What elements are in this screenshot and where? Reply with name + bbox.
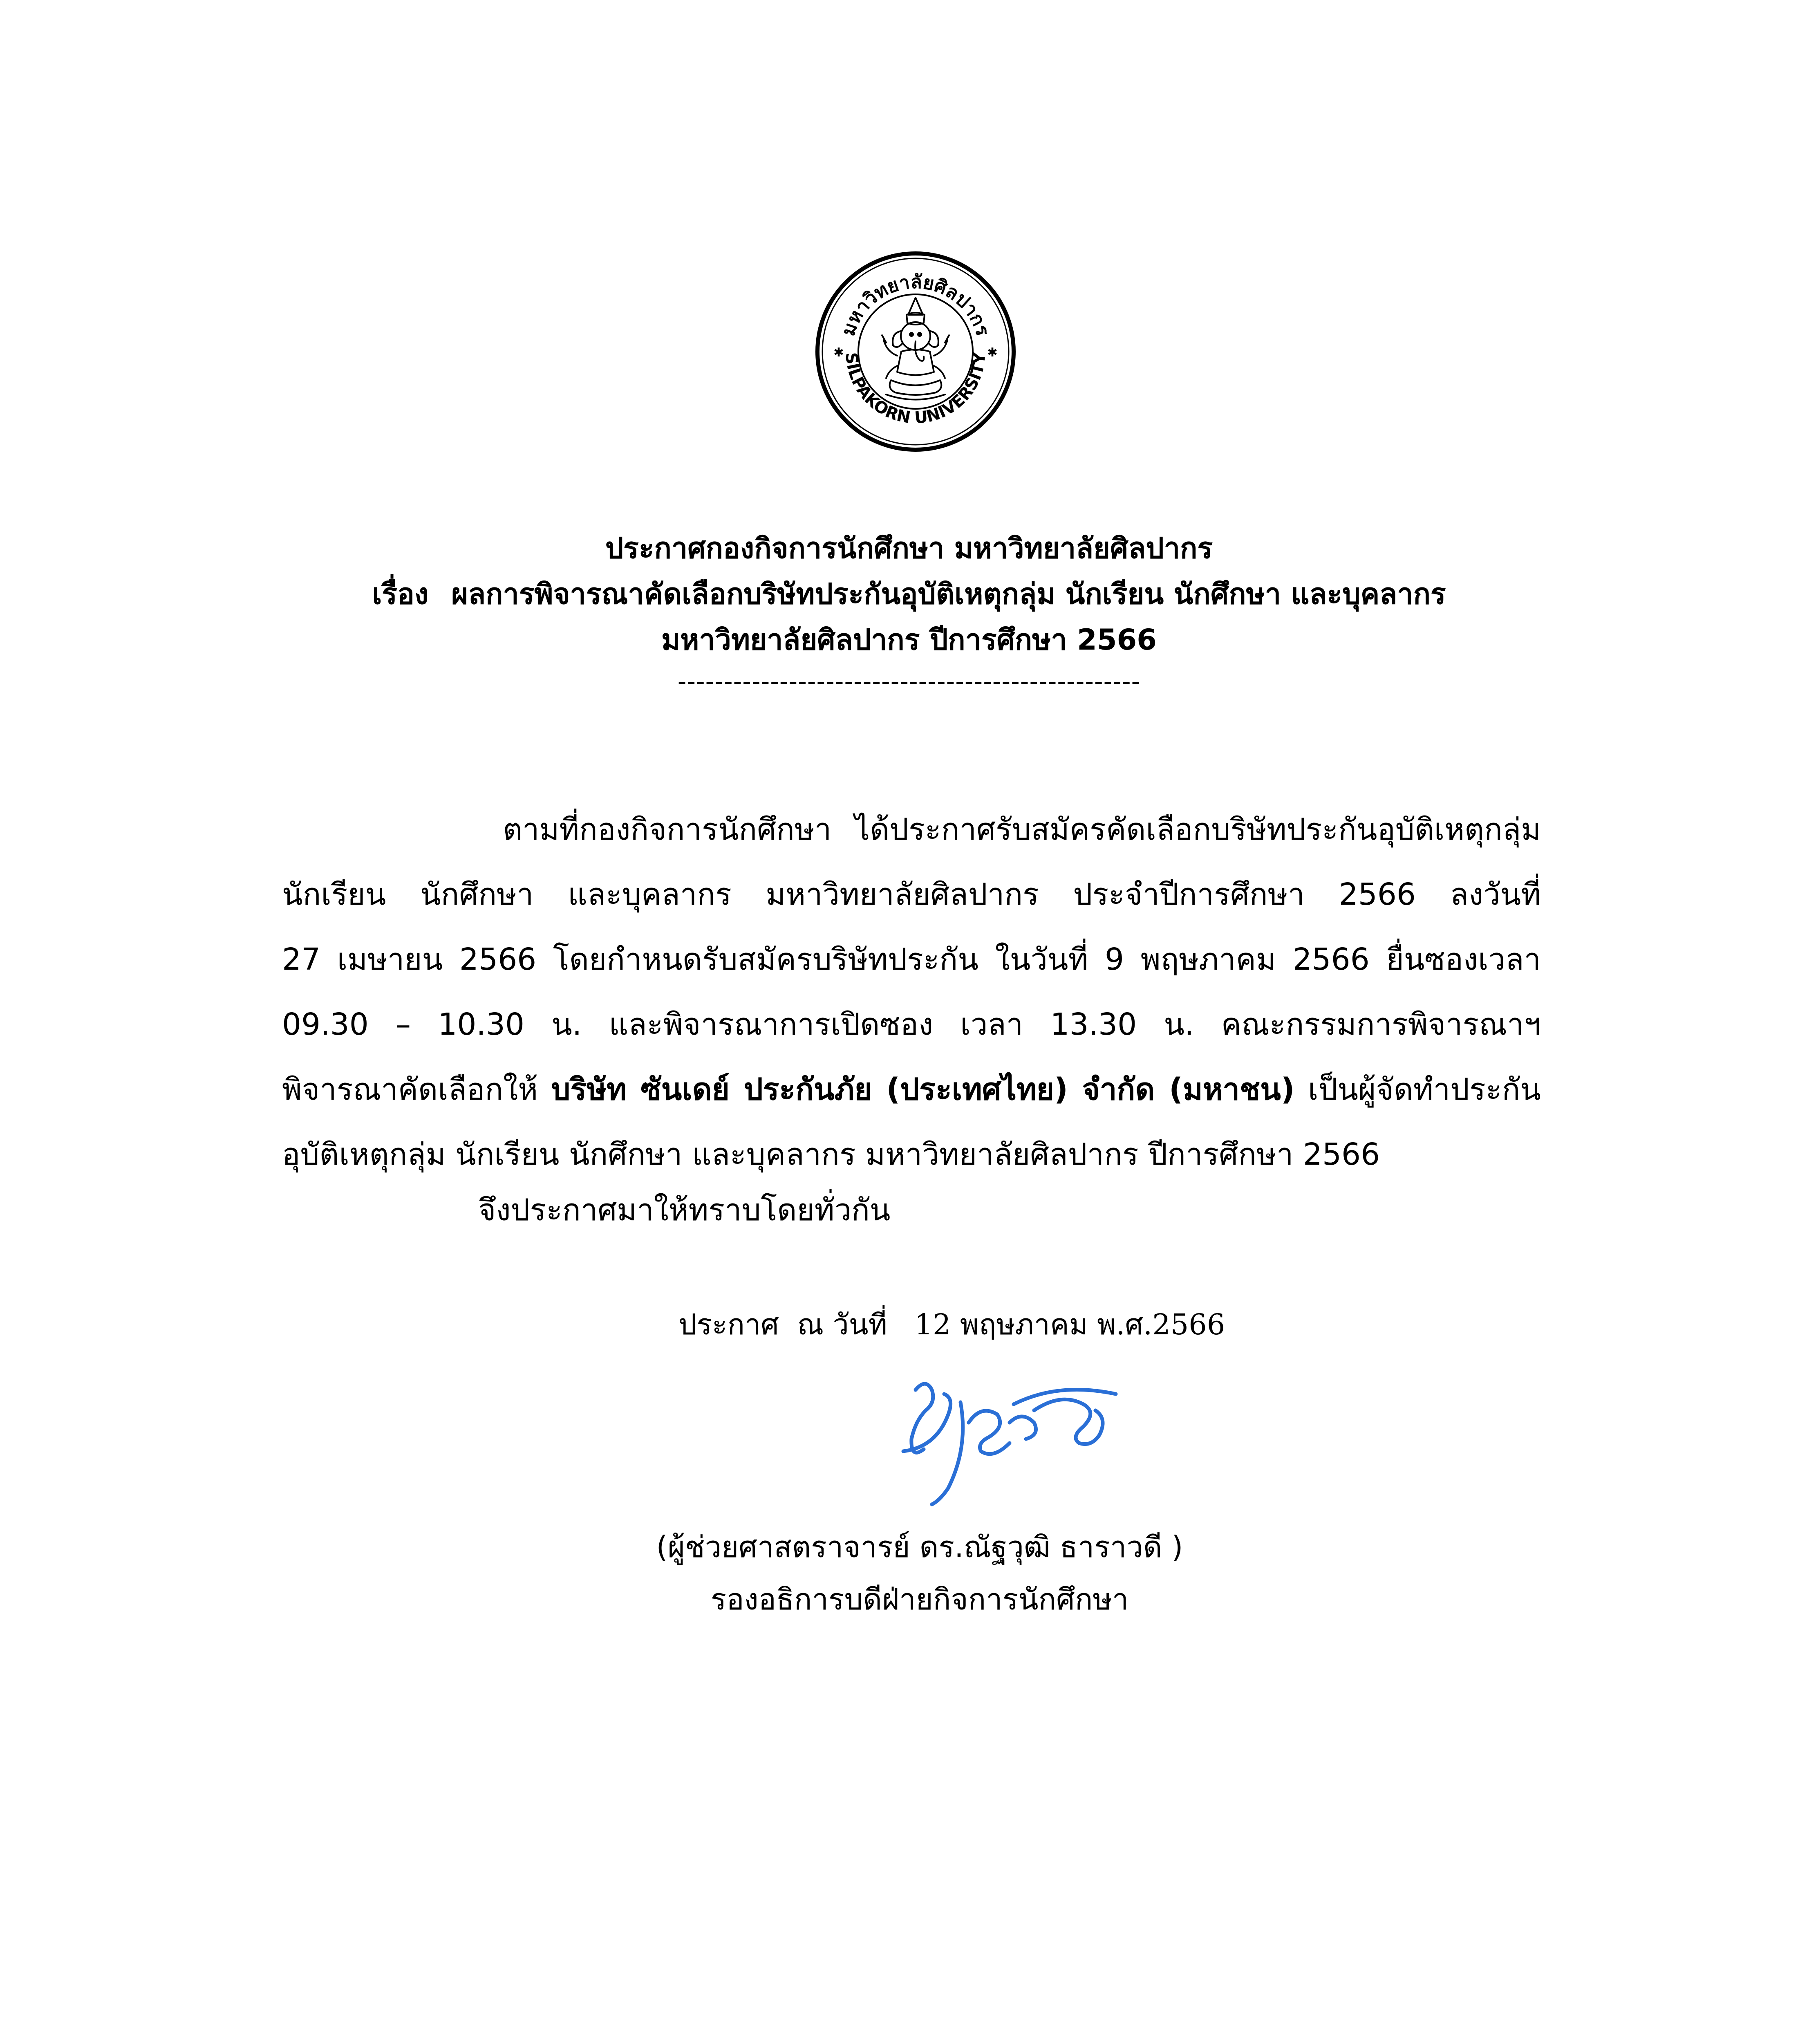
subject-line: [0, 571, 1818, 617]
body-line: 27 เมษายน 2566 โดยกำหนดรับสมัครบริษัทประกัน ในวันที่ 9 พฤษภาคม 2566 ยื่นซองเวลา: [282, 942, 1541, 977]
svg-text:มหาวิทยาลัยศิลปากร: [837, 271, 994, 338]
svg-text:✱: ✱: [833, 345, 844, 360]
subject-prefix: เรื่อง: [372, 577, 429, 611]
body-line: นักเรียน นักศึกษา และบุคลากร มหาวิทยาลัยศิลปากร ประจำปีการศึกษา 2566 ลงวันที่: [282, 877, 1541, 912]
divider-rule: --------------------------------------------------: [677, 667, 1141, 696]
subject-continuation: มหาวิทยาลัยศิลปากร ปีการศึกษา 2566: [661, 623, 1157, 657]
body-line: 09.30 – 10.30 น. และพิจารณาการเปิดซอง เวลา 13.30 น. คณะกรรมการพิจารณาฯ: [282, 1007, 1541, 1042]
handwritten-signature: [887, 1365, 1132, 1521]
announcement-header: [0, 525, 1818, 704]
issuer-title: ประกาศกองกิจการนักศึกษา มหาวิทยาลัยศิลปากร: [605, 531, 1213, 565]
body-text-segment: เป็นผู้จัดทำประกัน: [1294, 1072, 1541, 1107]
seal-thai-text: มหาวิทยาลัยศิลปากร: [837, 270, 994, 339]
body-line: ตามที่กองกิจการนักศึกษา ได้ประกาศรับสมัครคัดเลือกบริษัทประกันอุบัติเหตุกลุ่ม: [503, 812, 1541, 847]
signer-position: รองอธิการบดีฝ่ายกิจการนักศึกษา: [710, 1582, 1129, 1616]
signer-name: (ผู้ช่วยศาสตราจารย์ ดร.ณัฐวุฒิ ธาราวดี ): [656, 1530, 1183, 1564]
closing-statement: จึงประกาศมาให้ทราบโดยทั่วกัน: [478, 1192, 891, 1228]
body-line: อุบัติเหตุกลุ่ม นักเรียน นักศึกษา และบุคลากร มหาวิทยาลัยศิลปากร ปีการศึกษา 2566: [282, 1137, 1380, 1172]
announcement-body: [282, 797, 1541, 1187]
university-seal-logo: [813, 249, 1018, 454]
announcement-date: ประกาศ ณ วันที่ 12 พฤษภาคม พ.ศ.2566: [678, 1308, 1225, 1341]
subject-text: ผลการพิจารณาคัดเลือกบริษัทประกันอุบัติเหตุกลุ่ม นักเรียน นักศึกษา และบุคลากร: [451, 577, 1446, 611]
signer-block: [572, 1521, 1267, 1625]
selected-company: บริษัท ซันเดย์ ประกันภัย (ประเทศไทย) จำกัด (มหาชน): [551, 1072, 1295, 1107]
seal-english-text: SILPAKORN UNIVERSITY: [842, 352, 990, 428]
svg-text:✱: ✱: [987, 345, 998, 360]
svg-text:SILPAKORN UNIVERSITY: [842, 352, 989, 428]
body-text-segment: พิจารณาคัดเลือกให้: [282, 1072, 551, 1107]
body-line: [282, 1057, 1541, 1122]
